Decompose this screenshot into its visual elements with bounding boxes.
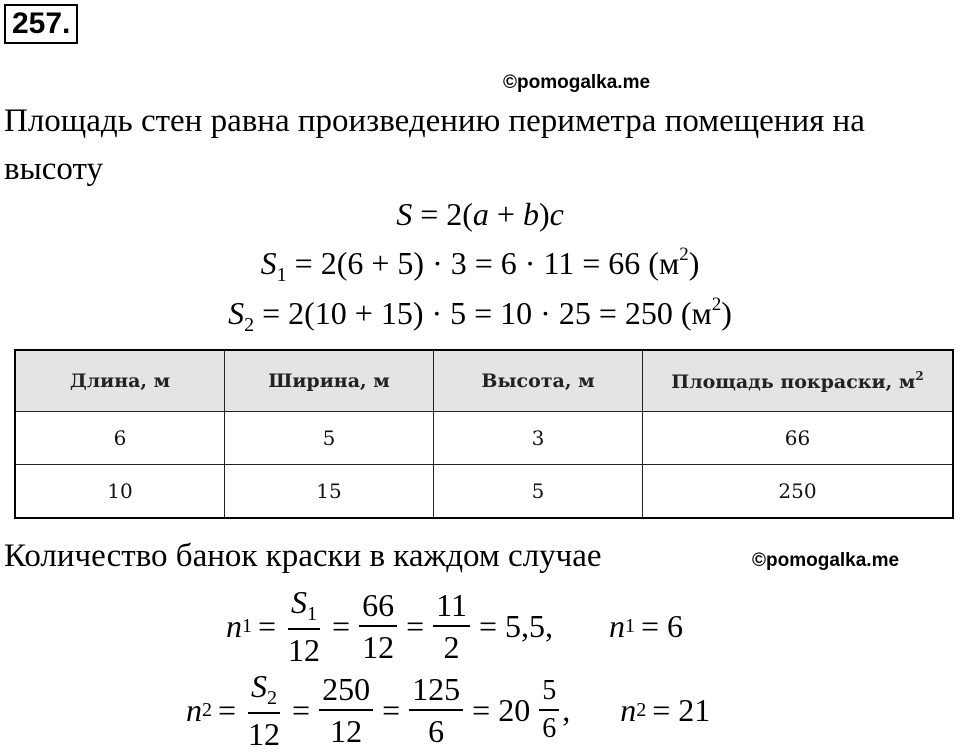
watermark-top: ©pomogalka.me <box>503 72 651 93</box>
paint-area-table <box>14 349 954 519</box>
problem-number: 257. <box>4 4 78 44</box>
header-width: Ширина, м <box>225 350 434 412</box>
intro-line-2: высоту <box>4 151 103 187</box>
table-row <box>15 412 953 465</box>
fraction-250-over-12: $\frac{250}{12}$ <box>319 673 373 747</box>
header-height: Высота, м <box>434 350 643 412</box>
table-cell: 5 <box>434 465 643 519</box>
fraction-66-over-12: $\frac{66}{12}$ <box>359 589 397 663</box>
header-length: Длина, м <box>15 350 225 412</box>
formula-n1: n 1 = $\frac{S_1}{12}$ = $\frac{66}{12}$ = $\frac{11}{2}$ = 5,5, n 1 = 6 <box>226 584 684 668</box>
table-cell: 6 <box>15 412 225 465</box>
table-cell: 3 <box>434 412 643 465</box>
formula-s1: $S_1 = 2(6 + 5) \cdot 3 = 6 \cdot 11 = 66$ $(м^2)$ <box>260 244 700 286</box>
table-header-row <box>15 350 953 412</box>
watermark-mid: ©pomogalka.me <box>752 550 900 571</box>
table-cell: 10 <box>15 465 225 519</box>
table-cell: 250 <box>643 465 954 519</box>
conclusion-text: Количество банок краски в каждом случае <box>4 538 602 574</box>
mixed-number-result: = 20 $\frac{5}{6}$ , <box>472 675 571 744</box>
header-paint-area: Площадь покраски, $м^2$ <box>643 350 954 412</box>
fraction-s1-over-12: $\frac{S_1}{12}$ <box>288 584 321 668</box>
formula-general: S = 2(a + b)c <box>396 196 564 232</box>
fraction-s2-over-12: $\frac{S_2}{12}$ <box>248 668 281 752</box>
table-cell: 5 <box>225 412 434 465</box>
formula-n2: n 2 = $\frac{S_2}{12}$ = $\frac{250}{12}$ = $\frac{125}{6}$ = 20 $\frac{5}{6}$ , n 2 = 21 <box>186 668 711 752</box>
table-cell: 66 <box>643 412 954 465</box>
table-row <box>15 465 953 519</box>
fraction-5-over-6: $\frac{5}{6}$ <box>539 677 559 743</box>
fraction-125-over-6: $\frac{125}{6}$ <box>409 673 463 747</box>
table-cell: 15 <box>225 465 434 519</box>
fraction-11-over-2: $\frac{11}{2}$ <box>433 589 470 663</box>
formula-s2: $S_2 = 2(10 + 15) \cdot 5 = 10 \cdot 25 = 250$ $(м^2)$ <box>228 294 732 336</box>
intro-line-1: Площадь стен равна произведению периметра помещения на <box>4 103 865 139</box>
symbol-s: S <box>396 196 413 232</box>
